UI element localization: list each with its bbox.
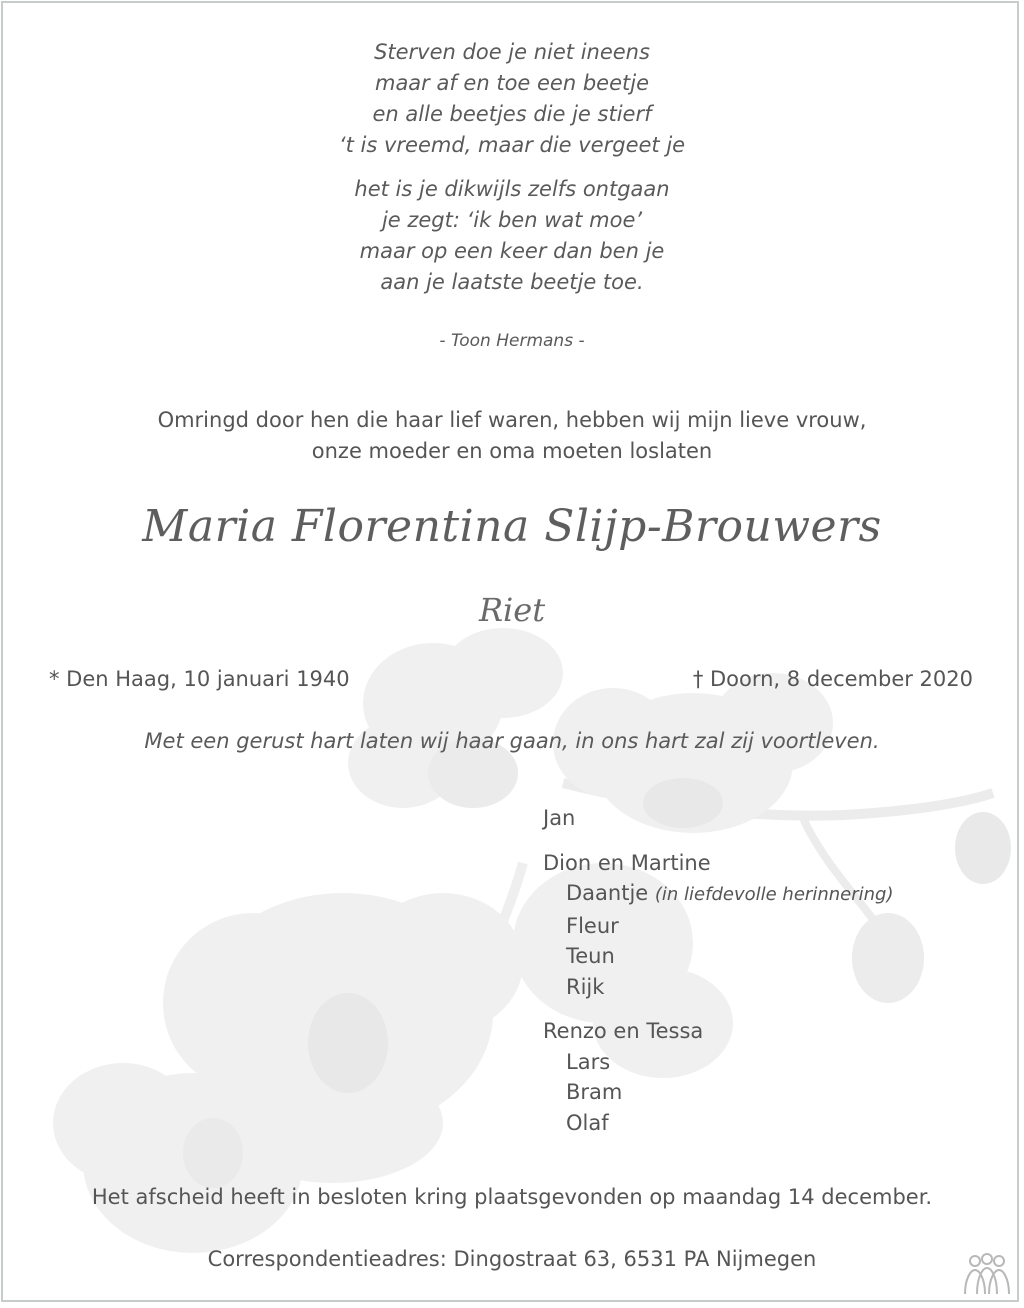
grandchild-name: Daantje [566,881,649,905]
poem-line: het is je dikwijls zelfs ontgaan [354,177,670,201]
intro-line: Omringd door hen die haar lief waren, hebben wij mijn lieve vrouw, [157,408,867,432]
poem-line: ‘t is vreemd, maar die vergeet je [338,133,686,157]
correspondence-address: Correspondentieadres: Dingostraat 63, 6531 PA Nijmegen [207,1247,817,1271]
poem [3,37,1019,311]
death-info: † Doorn, 8 december 2020 [692,667,973,691]
farewell-notice: Het afscheid heeft in besloten kring plaatsgevonden op maandag 14 december. [91,1185,933,1209]
memorial-quote: Met een gerust hart laten wij haar gaan, in ons hart zal zij voortleven. [144,729,880,753]
poem-line: je zegt: ‘ik ben wat moe’ [381,208,643,232]
family-grandchild: Teun [566,944,615,968]
poem-line: Sterven doe je niet ineens [374,40,650,64]
family-spouse [543,803,893,834]
people-group-icon [961,1252,1013,1296]
family-member: Jan [543,806,576,830]
deceased-nickname: Riet [478,591,546,629]
poem-line: maar op een keer dan ben je [359,239,665,263]
family-list [543,803,893,1152]
family-grandchild: Fleur [566,913,619,938]
family-grandchild: Lars [566,1049,611,1074]
obituary-card [1,1,1019,1302]
family-grandchild: Olaf [566,1110,609,1135]
family-grandchild: Rijk [566,974,605,999]
poem-author: - Toon Hermans - [439,331,585,351]
deceased-name: Maria Florentina Slijp-Brouwers [142,501,882,552]
remembrance-note: (in liefdevolle herinnering) [654,884,894,905]
birth-info: * Den Haag, 10 januari 1940 [49,667,350,691]
poem-line: en alle beetjes die je stierf [372,102,652,126]
poem-stanza-2 [3,174,1019,298]
family-member: Renzo en Tessa [543,1019,704,1043]
intro-text [3,405,1019,467]
family-grandchild [543,878,893,911]
family-group-2 [543,1016,893,1138]
family-group-1 [543,848,893,1003]
intro-line: onze moeder en oma moeten loslaten [311,439,713,463]
poem-line: maar af en toe een beetje [374,71,649,95]
poem-stanza-1 [3,37,1019,161]
poem-line: aan je laatste beetje toe. [380,270,644,294]
family-member: Dion en Martine [543,850,711,875]
family-grandchild: Bram [566,1080,623,1104]
